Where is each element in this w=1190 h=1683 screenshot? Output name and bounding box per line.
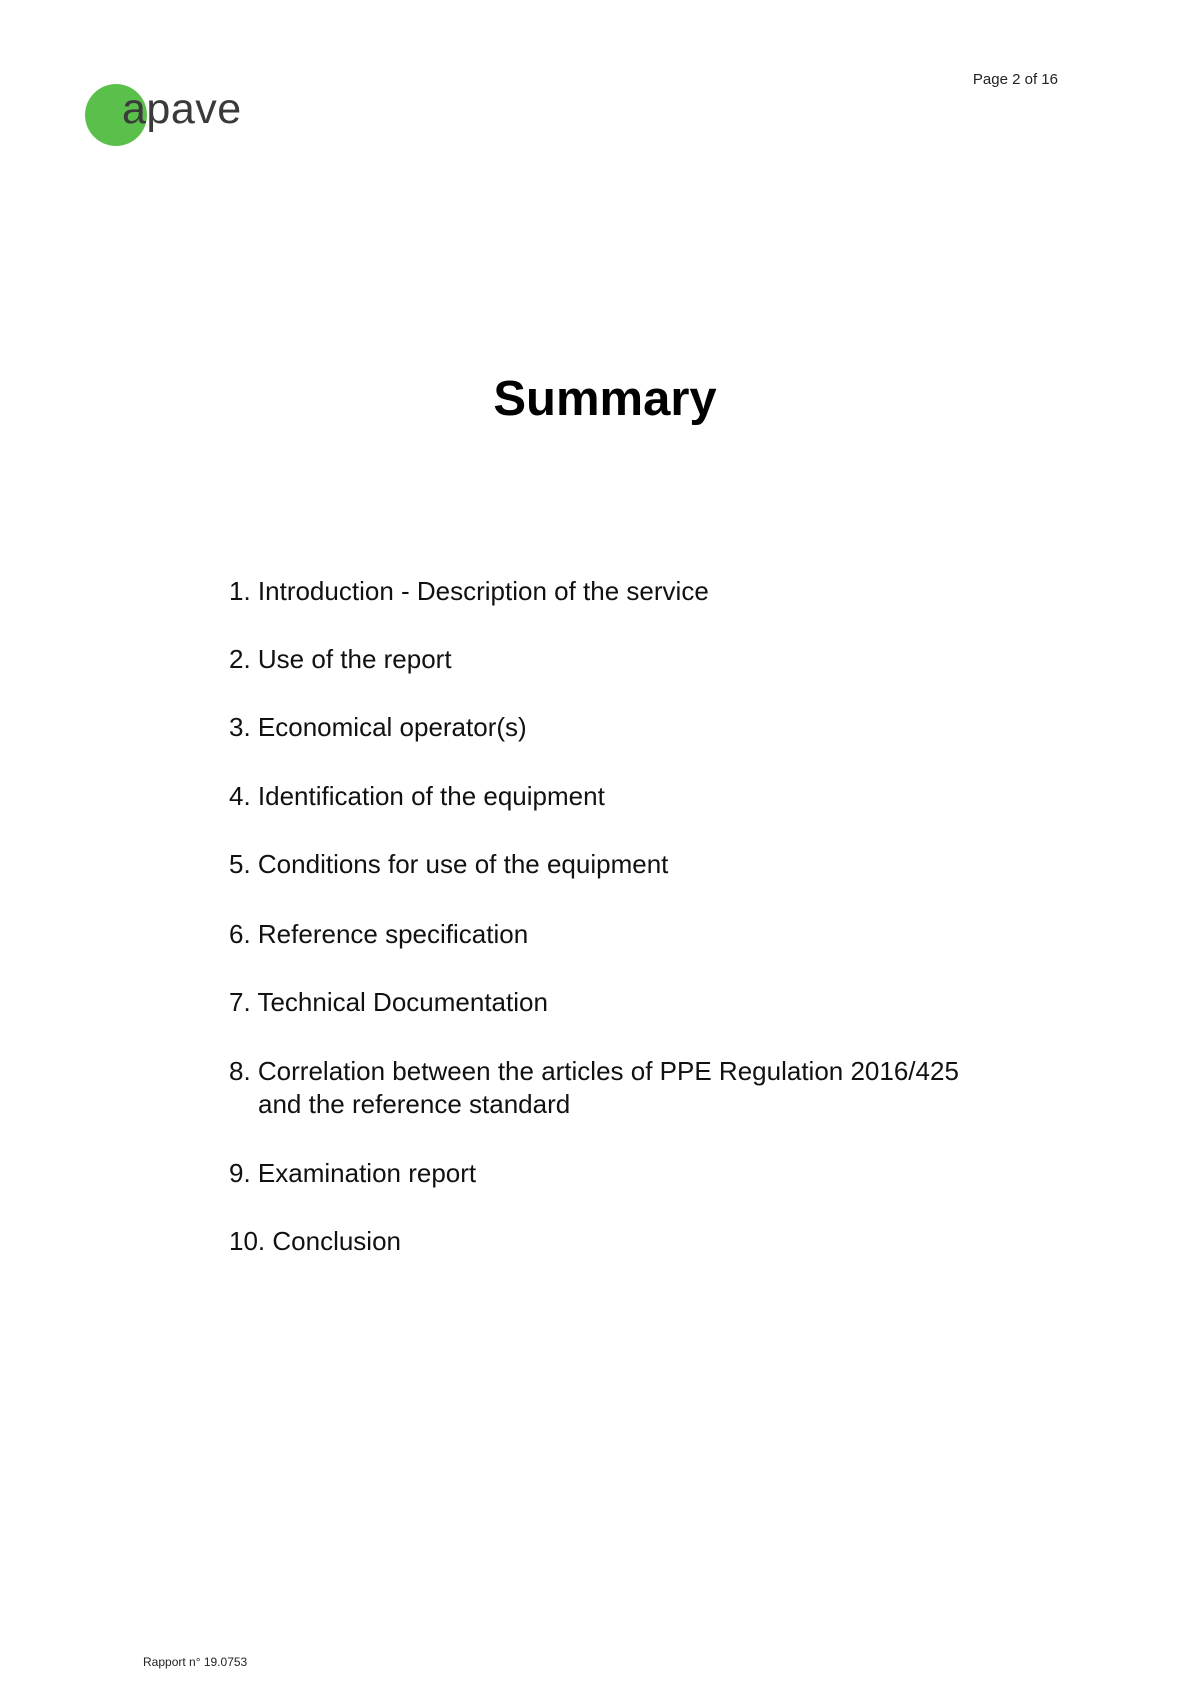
toc-item-technical-documentation: 7. Technical Documentation [229,987,548,1017]
page-title: Summary [493,372,717,426]
report-number: Rapport n° 19.0753 [143,1655,248,1669]
toc-item-use-of-report: 2. Use of the report [229,644,452,674]
page-indicator: Page 2 of 16 [972,71,1058,88]
toc-item-reference-specification: 6. Reference specification [229,919,529,949]
apave-logo [84,82,284,152]
toc-item-examination-report: 9. Examination report [229,1158,477,1188]
logo-wordmark: apave [122,85,242,133]
toc-item-identification: 4. Identification of the equipment [229,781,605,811]
toc-item-conclusion: 10. Conclusion [229,1226,401,1256]
toc-item-economical-operators: 3. Economical operator(s) [229,712,527,742]
toc-item-correlation: 8. Correlation between the articles of PPE Regulation 2016/425 [229,1056,959,1086]
toc-item-introduction: 1. Introduction - Description of the service [229,576,709,606]
toc-item-correlation-continuation: and the reference standard [258,1089,571,1119]
toc-item-conditions-for-use: 5. Conditions for use of the equipment [229,849,669,879]
